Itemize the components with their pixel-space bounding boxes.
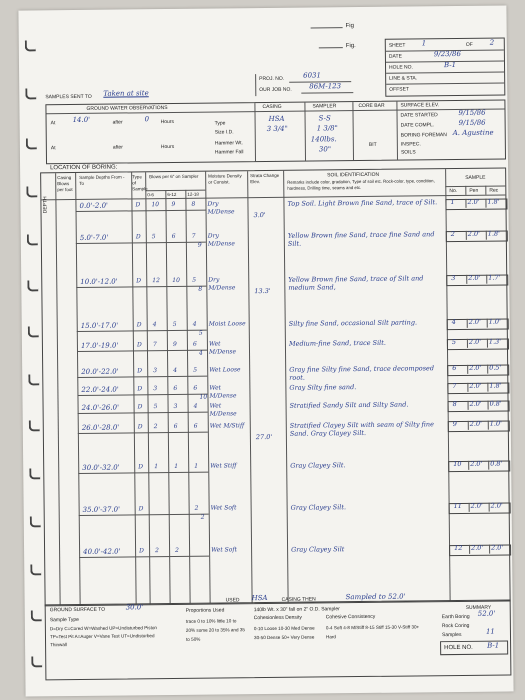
row-description: Stratified Clayey Silt with seam of Silty fine Sand. Gray Clayey Silt.: [289, 420, 434, 438]
row-description: Stratified Sandy Silt and Silty Sand.: [289, 400, 409, 410]
water-after-value: 0: [144, 115, 150, 124]
row-type: D: [136, 321, 142, 329]
row-sample-pen: 2.0': [469, 381, 482, 390]
cohesionless: 0-10 Loose 10-30 Med Dense 30-50 Dense 50+ Very Dense: [253, 625, 315, 641]
table-row: [44, 460, 508, 503]
row-blow-1: 7: [152, 341, 157, 349]
samples-value: 11: [485, 627, 495, 636]
binder-ring: [25, 88, 36, 99]
moisture-header: Moisture Density or Consist.: [208, 173, 242, 185]
row-moisture: Dry M/Dense: [207, 232, 235, 248]
line-sta-label: LINE & STA.: [389, 75, 418, 82]
footer-block: [45, 592, 512, 680]
row-moisture: Wet Loose: [209, 366, 241, 374]
water-hours-label-2: Hours: [160, 143, 175, 151]
row-moisture: Wet M/Stiff: [209, 422, 245, 430]
sample-types: D=Dry C=Cored W=Washed UP=Undisturbed Piston TP=Test Pit A=Auger V=Vane Test UT=Undisturbed Thinwall: [49, 625, 157, 648]
row-description: Medium-fine Sand, trace Silt.: [288, 338, 386, 348]
binder-ring: [28, 374, 39, 385]
row-blow-2: 4: [173, 366, 178, 374]
row-blow-2: 3: [173, 402, 178, 410]
row-sample-rec: 1.7': [488, 273, 501, 282]
binder-ring: [26, 186, 37, 197]
row-sample-no: 8: [452, 400, 457, 409]
row-sample-pen: 2.0': [469, 363, 482, 372]
table-row: [45, 544, 509, 589]
row-depth: 26.0'-28.0': [81, 423, 120, 432]
used-label: USED: [225, 597, 240, 604]
binder-ring: [25, 40, 36, 51]
table-row: [42, 230, 506, 275]
binder-ring: [30, 516, 41, 527]
row-moisture: Wet Soft: [211, 546, 238, 554]
row-sample-rec: 1.8': [489, 381, 502, 390]
blow-range-6-12: 6-12: [167, 191, 177, 198]
binder-ring: [27, 280, 38, 291]
row-sample-rec: 2.0': [490, 501, 503, 510]
row-blow-2: 1: [174, 462, 179, 470]
row-blow-2: 10: [172, 276, 180, 284]
sampler-type: S-S: [318, 114, 331, 123]
row-type: D: [137, 385, 143, 393]
of-value: 2: [489, 38, 495, 47]
row-sample-pen: 2.0': [469, 419, 482, 428]
row-depth: 30.0'-32.0': [82, 463, 120, 472]
boring-log-sheet: [18, 5, 513, 696]
row-sample-no: 4: [451, 318, 456, 327]
row-depth: 20.0'-22.0': [81, 367, 119, 376]
row-sample-pen: 2.0': [467, 197, 480, 206]
table-row: [43, 338, 507, 365]
row-sample-no: 12: [454, 543, 463, 553]
row-depth: 15.0'-17.0': [80, 321, 119, 330]
sample-no-header: No.: [449, 187, 458, 195]
boring-log-table: [40, 164, 511, 606]
date-started-value: 9/15/86: [458, 108, 486, 117]
ground-surface-label: GROUND SURFACE TO: [49, 606, 106, 614]
binder-ring: [31, 610, 42, 621]
samples-sent-label: SAMPLES SENT TO: [45, 93, 92, 101]
casing-type: HSA: [268, 114, 285, 123]
row-sample-pen: 2.0': [468, 273, 481, 282]
row-blow-2: 9: [172, 340, 177, 348]
binder-ring: [31, 656, 42, 667]
row-description: Yellow Brown fine Sand, trace fine Sand and Silt.: [287, 230, 435, 248]
hole-no-box: [440, 640, 508, 655]
our-job-value: 86M-123: [309, 82, 342, 91]
observations-block: [45, 99, 506, 164]
sample-type-label: Sample Type: [49, 616, 79, 624]
table-row: [45, 502, 509, 545]
row-sample-pen: 2.0': [468, 337, 482, 346]
row-blow-3: 2: [194, 504, 199, 512]
row-blow-3: 4: [193, 402, 198, 410]
water-at-value: 14.0': [72, 115, 91, 125]
proj-no-label: PROJ. NO.: [259, 75, 285, 83]
our-job-label: OUR JOB NO.: [259, 86, 292, 94]
fig-label: Fig: [345, 23, 354, 30]
binder-rings: [18, 5, 506, 10]
row-depth: 17.0'-19.0': [80, 341, 119, 350]
row-sample-no: 9: [452, 420, 457, 429]
casing-then-value: Sampled to 52.0': [345, 592, 406, 602]
water-hours-label: Hours: [160, 118, 174, 126]
casing-then-label: CASING THEN: [281, 596, 316, 603]
row-sample-no: 6: [452, 364, 457, 373]
fig-label: Fig.: [345, 43, 356, 50]
casing-size: 3 3/4": [266, 124, 288, 133]
row-description: Gray fine Silty fine Sand, trace decomposed root.: [289, 364, 435, 382]
sheet-label: SHEET: [388, 42, 406, 49]
row-blow-2: 6: [173, 384, 178, 392]
binder-ring: [29, 420, 40, 431]
row-blow-1: 2: [155, 547, 159, 555]
row-strata: 13.3': [254, 286, 271, 296]
sheet-info-box: [385, 37, 506, 96]
row-moisture: Wet Soft: [210, 504, 237, 512]
row-sample-rec: 1.0': [488, 317, 501, 326]
type-label: Type: [214, 120, 226, 127]
row-description: Gray Clayey Silt.: [290, 503, 347, 512]
date-value: 9/23/86: [433, 49, 461, 59]
row-blow-extra: 4: [198, 349, 203, 357]
soil-id-title: SOIL IDENTIFICATION: [327, 171, 380, 179]
soil-id-note: Remarks include color, gradation, Type of soil etc. Rock-color, type, condition, hardness, Drilling time, seams and etc.: [287, 178, 435, 191]
core-bar-label: CORE BAR: [358, 102, 385, 110]
used-value: HSA: [251, 593, 268, 603]
row-blow-extra: 9: [197, 241, 202, 249]
row-blow-1: 5: [151, 233, 156, 241]
sampler-label: SAMPLER: [312, 103, 337, 110]
row-sample-pen: 2.0': [468, 317, 481, 326]
row-sample-no: 10: [453, 459, 462, 469]
date-started-label: DATE STARTED: [400, 112, 438, 119]
row-depth: 24.0'-26.0': [81, 403, 120, 412]
binder-ring: [27, 234, 38, 245]
row-type: D: [139, 547, 144, 555]
casing-blows-header: Casing Blows per foot: [57, 175, 73, 193]
row-type: D: [136, 277, 142, 285]
row-blow-3: 4: [192, 320, 197, 328]
binder-ring: [26, 138, 37, 149]
cohesive: 0-4 Soft 4-8 M/Stiff 8-15 Stiff 15-30 V-Stiff 30+ Hard: [325, 624, 420, 640]
row-blow-1: 3: [153, 367, 158, 375]
bit-label: BIT: [368, 141, 377, 148]
row-blow-1: 3: [153, 385, 158, 393]
cohesionless-label: Cohesionless Density: [253, 614, 302, 622]
row-strata: 3.0': [253, 210, 266, 220]
row-moisture: Wet M/Dense: [208, 340, 237, 356]
row-depth: 35.0'-37.0': [82, 505, 121, 514]
sampler-fall: 30": [318, 145, 332, 154]
row-blow-3: 5: [193, 366, 198, 374]
row-type: D: [136, 341, 142, 349]
row-description: Yellow Brown fine Sand, trace of Silt and medium Sand,: [288, 274, 424, 292]
date-compl-label: DATE COMPL.: [400, 122, 435, 129]
row-type: D: [138, 463, 144, 471]
row-blow-1: 4: [152, 321, 157, 329]
water-after-label: after: [112, 119, 123, 126]
earth-boring-value: 52.0': [477, 609, 496, 618]
strata-header: Strata Change Elev.: [250, 172, 280, 185]
row-type: D: [138, 505, 144, 513]
row-sample-no: 2: [450, 230, 455, 239]
row-description: Gray Clayey Silt.: [290, 461, 346, 470]
water-at-label-2: At: [50, 145, 56, 152]
row-moisture: Wet M/Dense: [209, 384, 237, 400]
row-moisture: Wet M/Dense: [209, 402, 237, 418]
samples-label: Samples: [441, 631, 462, 639]
row-sample-pen: 2.0': [470, 501, 483, 510]
sampler-size: 1 3/8": [316, 124, 338, 133]
row-sample-no: 5: [451, 338, 457, 347]
row-sample-rec: 1.3': [488, 337, 502, 346]
row-sample-rec: 1.0': [489, 419, 502, 428]
row-blow-3: 7: [191, 232, 196, 240]
table-row: [41, 198, 505, 231]
binder-ring: [28, 326, 39, 337]
row-blow-3: 6: [193, 422, 198, 430]
offset-label: OFFSET: [389, 86, 410, 93]
hammer-fall-label: Hammer Fall: [214, 149, 244, 156]
foreman-value: A. Agustine: [452, 128, 494, 138]
row-blow-extra: 8: [198, 285, 203, 293]
row-blow-3: 6: [193, 384, 198, 392]
location-label: LOCATION OF BORING:: [50, 164, 118, 172]
row-blow-1: 5: [153, 403, 158, 411]
sample-pen-header: Pen: [469, 187, 479, 194]
row-moisture: Dry M/Dense: [208, 276, 236, 292]
date-label: DATE: [388, 53, 402, 60]
row-type: D: [135, 233, 141, 241]
row-moisture: Dry M/Dense: [207, 200, 235, 216]
row-blow-2: 6: [173, 422, 178, 430]
row-type: D: [137, 423, 143, 431]
row-sample-pen: 2.0': [470, 459, 483, 468]
row-blow-extra: 10: [199, 393, 208, 401]
hole-no-value: B-1: [443, 60, 457, 70]
row-blow-3: 5: [192, 276, 197, 284]
row-description: Gray Clayey Silt: [291, 545, 345, 554]
row-sample-rec: 2.0': [491, 543, 504, 552]
samples-sent-value: Taken at site: [103, 89, 149, 98]
sampler-hammer: 140lbs.: [310, 135, 337, 144]
blow-range-0-6: 0-6: [147, 192, 154, 198]
size-label: Size I.D.: [214, 129, 234, 136]
footer-hole-no-label: HOLE NO.: [444, 644, 473, 652]
sample-rec-header: Rec: [489, 187, 499, 194]
row-description: Gray Silty fine sand.: [289, 383, 357, 392]
cohesive-label: Cohesive Consistency: [325, 613, 376, 621]
row-moisture: Moist Loose: [208, 320, 246, 328]
date-compl-value: 9/15/86: [458, 118, 486, 127]
row-description: Top Soil. Light Brown fine Sand, trace of Silt.: [287, 198, 438, 208]
row-blow-2: 5: [172, 320, 177, 328]
row-sample-pen: 2.0': [469, 399, 482, 408]
row-strata: 27.0': [255, 432, 273, 442]
hole-no-label: HOLE NO.: [389, 64, 413, 71]
proportions-label: Proportions Used: [185, 607, 225, 614]
row-sample-no: 11: [453, 501, 462, 511]
row-sample-no: 3: [451, 274, 456, 283]
hammer-note: 140lb Wt. x 30" fall on 2" O.D. Sampler: [253, 606, 340, 614]
surface-elev-label: SURFACE ELEV.: [400, 102, 440, 109]
row-blow-1: 12: [152, 277, 160, 285]
row-sample-rec: 1.8': [487, 229, 500, 238]
row-sample-rec: 0.8': [489, 399, 502, 408]
row-blow-2: 2: [175, 546, 179, 554]
soils-label: SOILS: [400, 149, 416, 156]
row-type: D: [135, 201, 141, 209]
row-sample-rec: 0.8': [490, 459, 503, 468]
table-row: [44, 420, 508, 461]
row-blow-2: 9: [171, 200, 176, 208]
table-row: [42, 274, 506, 319]
row-blow-1: 1: [154, 463, 159, 471]
summary-label: SUMMARY: [465, 604, 492, 611]
row-depth: 0.0'-2.0': [79, 201, 108, 210]
row-sample-rec: 1.8': [487, 197, 500, 206]
row-type: D: [137, 403, 143, 411]
row-blow-1: 2: [153, 423, 158, 431]
water-after-label-2: after: [112, 144, 123, 151]
casing-label: CASING: [262, 103, 282, 111]
earth-boring-label: Earth Boring: [441, 613, 470, 621]
row-blow-3: 8: [191, 200, 196, 208]
row-moisture: Wet Stiff: [210, 462, 237, 470]
row-description: Silty fine Sand, occasional Silt parting.: [288, 318, 418, 328]
row-sample-no: 1: [450, 198, 455, 207]
row-depth: 22.0'-24.0': [81, 385, 119, 394]
proj-no-value: 6031: [303, 71, 321, 80]
water-title: GROUND WATER OBSERVATIONS: [86, 105, 168, 112]
row-blow-extra: 2: [200, 513, 205, 521]
inspec-label: INSPEC.: [400, 141, 421, 148]
blows-sampler-header: Blows per 6" on Sampler: [149, 173, 199, 180]
row-sample-pen: 2.0': [471, 543, 484, 552]
sample-title: SAMPLE: [465, 174, 486, 181]
rock-coring-label: Rock Coring: [441, 622, 470, 630]
row-sample-rec: 0.5': [489, 363, 502, 372]
footer-hole-no-value: B-1: [487, 641, 500, 650]
proportions: trace 0 to 10% little 10 to 20% some 20 to 35% and 35 to 50%: [185, 618, 245, 642]
row-blow-1: 10: [151, 201, 160, 209]
row-blow-3: 6: [192, 340, 197, 348]
blow-range-12-18: 12-18: [187, 191, 199, 197]
row-depth: 5.0'-7.0': [79, 233, 109, 242]
sheet-value: 1: [421, 39, 427, 48]
of-label: OF: [465, 41, 473, 48]
binder-ring: [29, 468, 40, 479]
hammer-wt-label: Hammer Wt.: [214, 140, 243, 147]
foreman-label: BORING FOREMAN: [400, 132, 447, 139]
sample-depths-header: Sample Depths From - To: [79, 174, 125, 186]
ground-surface-value: 30.0': [125, 603, 144, 612]
water-at-label: At: [50, 120, 56, 127]
depth-header: DEPTH: [42, 196, 49, 214]
row-type: D: [137, 367, 143, 375]
row-sample-no: 7: [452, 382, 457, 391]
row-blow-2: 6: [171, 232, 176, 240]
row-depth: 10.0'-12.0': [80, 277, 118, 286]
type-sample-header: Type of Sample: [132, 174, 148, 192]
row-blow-extra: 5: [198, 329, 203, 337]
row-depth: 40.0'-42.0': [83, 547, 121, 556]
row-sample-pen: 2.0': [467, 229, 480, 238]
binder-ring: [30, 564, 41, 575]
row-blow-3: 1: [194, 462, 199, 470]
